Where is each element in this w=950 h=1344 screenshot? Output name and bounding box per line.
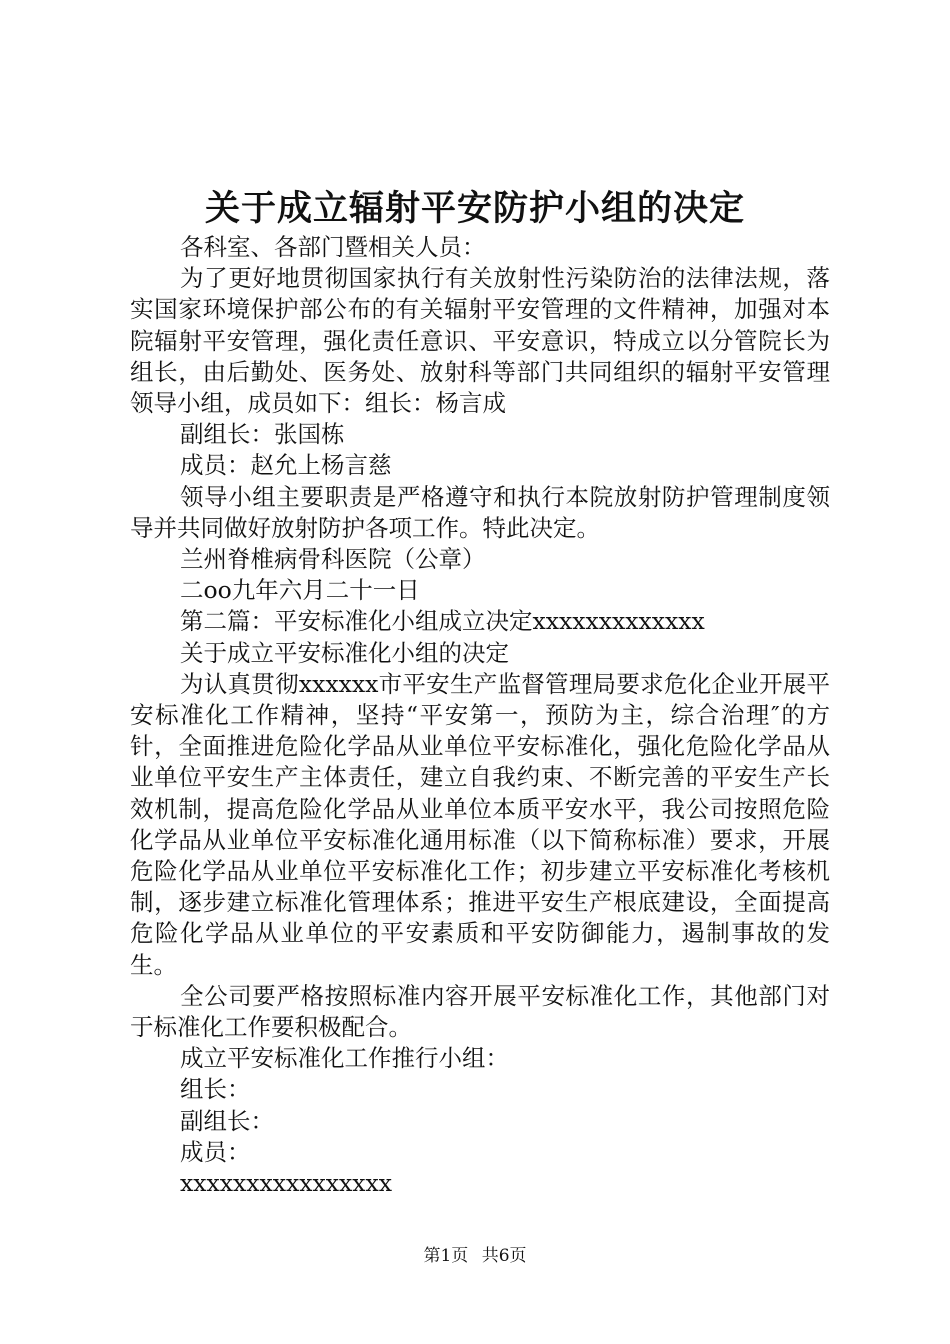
paragraph-standardization: 为认真贯彻xxxxxx市平安生产监督管理局要求危化企业开展平安标准化工作精神，坚持“平安第一，预防为主，综合治理″的方针，全面推进危险化学品从业单位平安标准化，强化危险化学品从业单位平安生产主体责任，建立自我约束、不断完善的平安生产长效机制，提高危险化学品从业单位本质平安水平，我公司按照危险化学品从业单位平安标准化通用标准（以下简称标准）要求，开展危险化学品从业单位平安标准化工作；初步建立平安标准化考核机制，逐步建立标准化管理体系；推进平安生产根底建设，全面提高危险化学品从业单位的平安素质和平安防御能力，遏制事故的发生。 — [130, 669, 830, 979]
issuer-line: 兰州脊椎病骨科医院（公章） — [180, 545, 486, 574]
deputy-leader-line: 副组长：张国栋 — [180, 420, 345, 449]
second-article-title: 关于成立平安标准化小组的决定 — [180, 638, 509, 667]
paragraph-purpose: 为了更好地贯彻国家执行有关放射性污染防治的法律法规，落实国家环境保护部公布的有关辐射平安管理的文件精神，加强对本院辐射平安管理，强化责任意识、平安意识，特成立以分管院长为组长，由后勤处、医务处、放射科等部门共同组织的辐射平安管理领导小组，成员如下：组长：杨言成 — [130, 264, 830, 418]
salutation: 各科室、各部门暨相关人员： — [180, 233, 486, 261]
placeholder-line: xxxxxxxxxxxxxxxx — [180, 1169, 393, 1198]
paragraph-cooperation: 全公司要严格按照标准内容开展平安标准化工作，其他部门对于标准化工作要积极配合。 — [130, 981, 830, 1042]
document-body — [130, 232, 830, 1199]
document-title: 关于成立辐射平安防护小组的决定 — [204, 188, 745, 229]
working-group-heading: 成立平安标准化工作推行小组： — [180, 1044, 509, 1073]
page-number: 第1页 — [423, 1246, 469, 1266]
page-total: 共6页 — [481, 1246, 527, 1266]
paragraph-duties: 领导小组主要职责是严格遵守和执行本院放射防护管理制度领导并共同做好放射防护各项工作。特此决定。 — [130, 482, 830, 542]
group-leader-line: 组长： — [180, 1075, 251, 1104]
date-line: 二oo九年六月二十一日 — [180, 576, 420, 605]
second-article-heading: 第二篇：平安标准化小组成立决定xxxxxxxxxxxxx — [180, 607, 705, 636]
page-footer — [0, 1244, 950, 1268]
group-deputy-line: 副组长： — [180, 1106, 274, 1135]
group-members-line: 成员： — [180, 1137, 251, 1166]
members-line: 成员：赵允上杨言慈 — [180, 451, 392, 480]
